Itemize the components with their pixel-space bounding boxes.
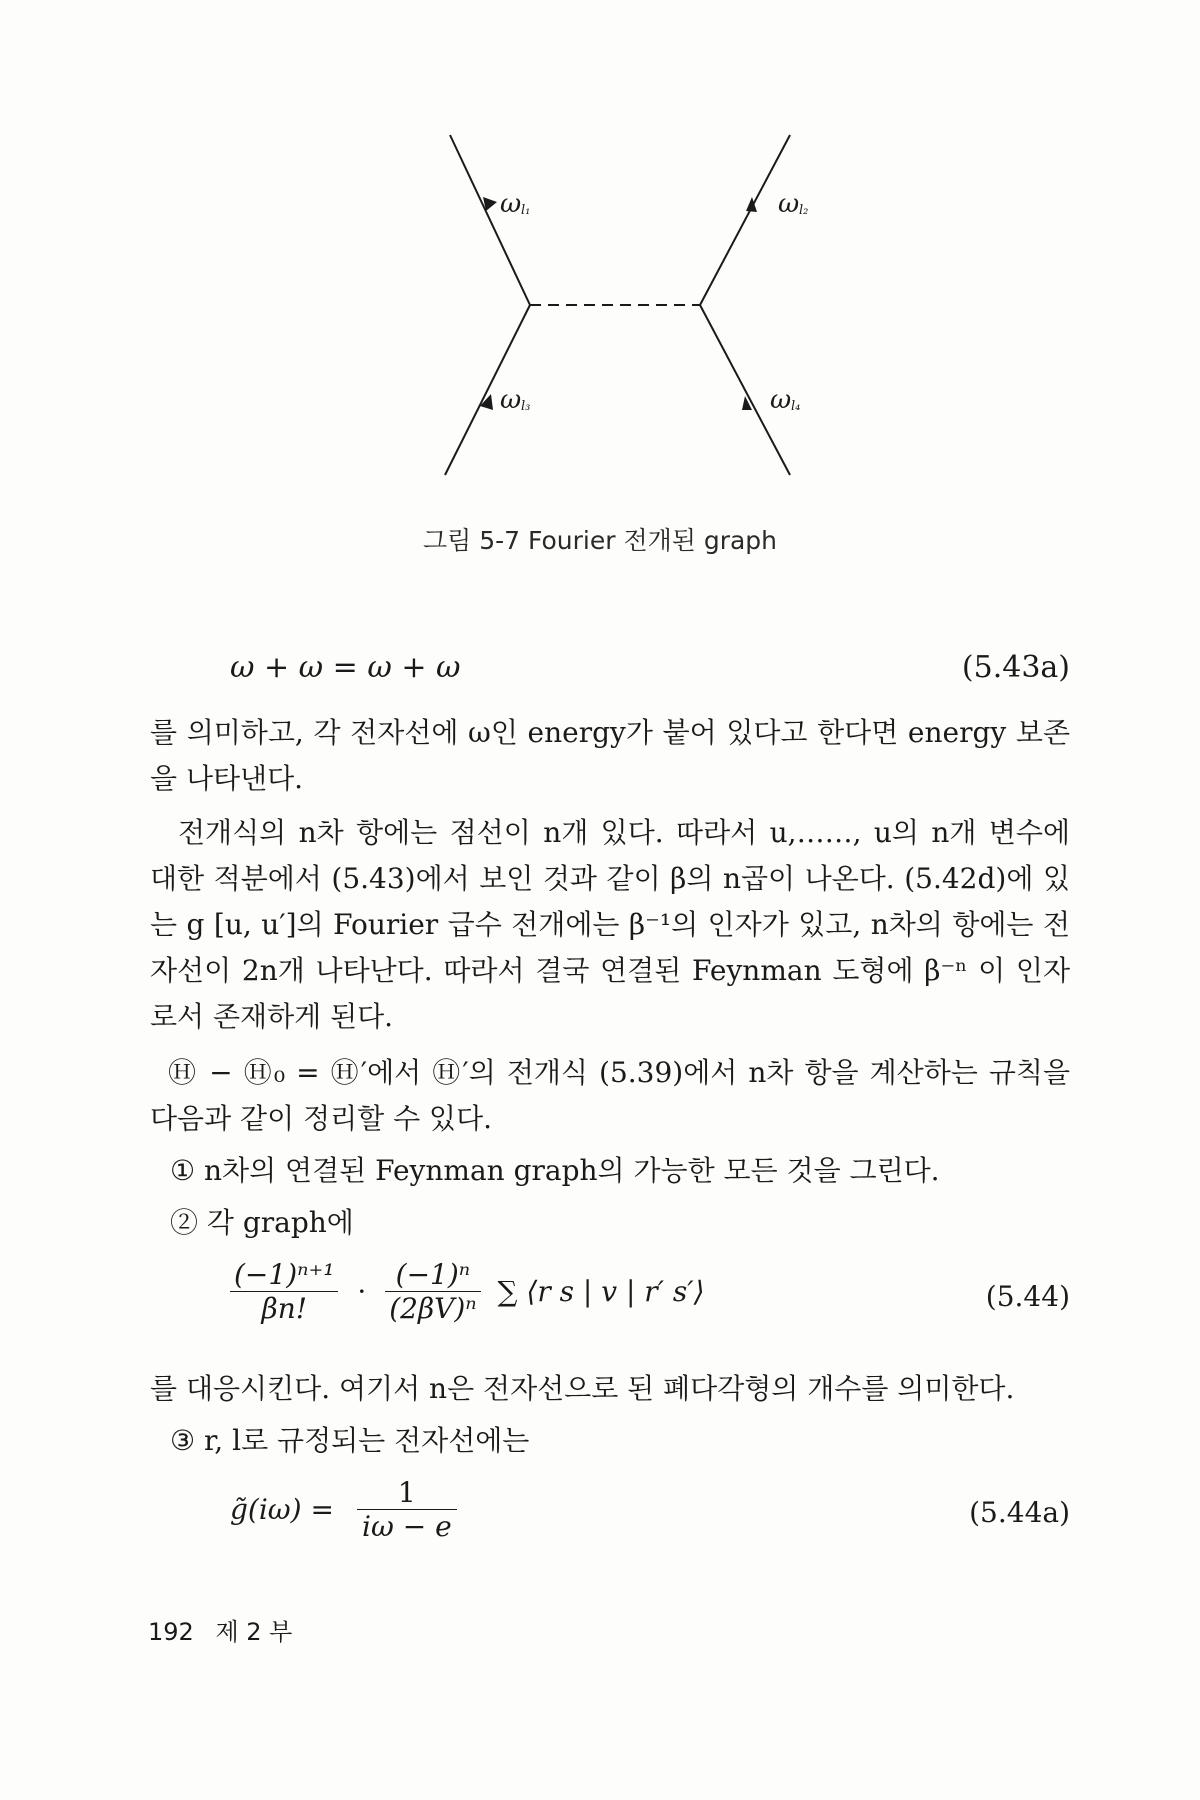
label-omega-l1: ω (500, 189, 522, 219)
svg-text:l₃: l₃ (521, 399, 531, 414)
page-footer (148, 1612, 292, 1647)
equation-5-44-number: (5.44) (985, 1280, 1070, 1313)
svg-text:l₁: l₁ (521, 203, 531, 218)
paragraph-energy-conservation: 를 의미하고, 각 전자선에 ω인 energy가 붙어 있다고 한다면 energy 보존을 나타낸다. (150, 716, 1070, 795)
frac-numerator: 1 (357, 1476, 457, 1510)
rule-item-3: ③ r, l로 규정되는 전자선에는 (170, 1424, 530, 1457)
equation-5-44-frac1 (230, 1258, 338, 1325)
equation-5-44a (230, 1476, 1070, 1566)
part-label: 제 2 부 (215, 1618, 293, 1646)
equation-5-44a-frac (357, 1476, 457, 1543)
equation-5-44: $\frac{\text{(−1)ⁿ⁺¹}}{\beta n!}$ · $\frac{\text{(−1)ⁿ}}{\text{(2βV)ⁿ}}$ ∑ ⟨r s | v | r′ s′⟩ (5.44) (230, 1258, 1070, 1348)
feynman-diagram (0, 0, 1200, 500)
label-omega-l2: ω (778, 189, 800, 219)
rule-item-2: ② 각 graph에 (170, 1206, 354, 1239)
equation-5-43a-number: (5.43a) (961, 650, 1070, 685)
electron-line-top-right (700, 135, 790, 305)
svg-text:l₄: l₄ (791, 399, 801, 414)
page-number: 192 (148, 1618, 194, 1646)
paragraph-rules-intro: Ⓗ − Ⓗ₀ = Ⓗ′에서 Ⓗ′의 전개식 (5.39)에서 n차 항을 계산하는 규칙을 다음과 같이 정리할 수 있다. (150, 1056, 1070, 1135)
frac1-denominator: βn! (261, 1292, 307, 1325)
frac2-numerator: (−1)ⁿ (385, 1258, 480, 1292)
arrow-bottom-right (742, 396, 752, 410)
svg-text:l₂: l₂ (799, 203, 809, 218)
equation-5-43a (230, 650, 1070, 690)
figure-caption: 그림 5-7 Fourier 전개된 graph (422, 526, 778, 555)
equation-5-43a-body: ω + ω = ω + ω (230, 650, 461, 685)
frac2-denominator: (2βV)ⁿ (389, 1292, 477, 1325)
label-omega-l4: ω (770, 385, 792, 415)
paragraph-expansion-terms: 전개식의 n차 항에는 점선이 n개 있다. 따라서 u,……, u의 n개 변수에 대한 적분에서 (5.43)에서 보인 것과 같이 β의 n곱이 나온다. (5.42d)에 있는 g [u, u′]의 Fourier 급수 전개에는 β⁻¹의 인자가 있고, n차의 항에는 전자선이 2n개 나타난다. 따라서 결국 연결된 Feynman 도형에 β⁻ⁿ 이 인자로서 존재하게 된다. (150, 816, 1070, 1033)
equation-5-44-frac2 (385, 1258, 480, 1325)
paragraph-polygon-count: 를 대응시킨다. 여기서 n은 전자선으로 된 폐다각형의 개수를 의미한다. (150, 1372, 1015, 1405)
label-omega-l3: ω (500, 385, 522, 415)
electron-line-top-left (450, 135, 530, 305)
rule-item-1: ① n차의 연결된 Feynman graph의 가능한 모든 것을 그린다. (170, 1154, 940, 1187)
frac1-numerator: (−1)ⁿ⁺¹ (230, 1258, 338, 1292)
frac-denominator: iω − e (362, 1510, 452, 1543)
equation-5-44-sum: ∑ ⟨r s | v | r′ s′⟩ (497, 1275, 705, 1308)
equation-5-44a-lhs: g̃(iω) = (230, 1493, 334, 1526)
equation-5-44a-number: (5.44a) (969, 1496, 1070, 1529)
